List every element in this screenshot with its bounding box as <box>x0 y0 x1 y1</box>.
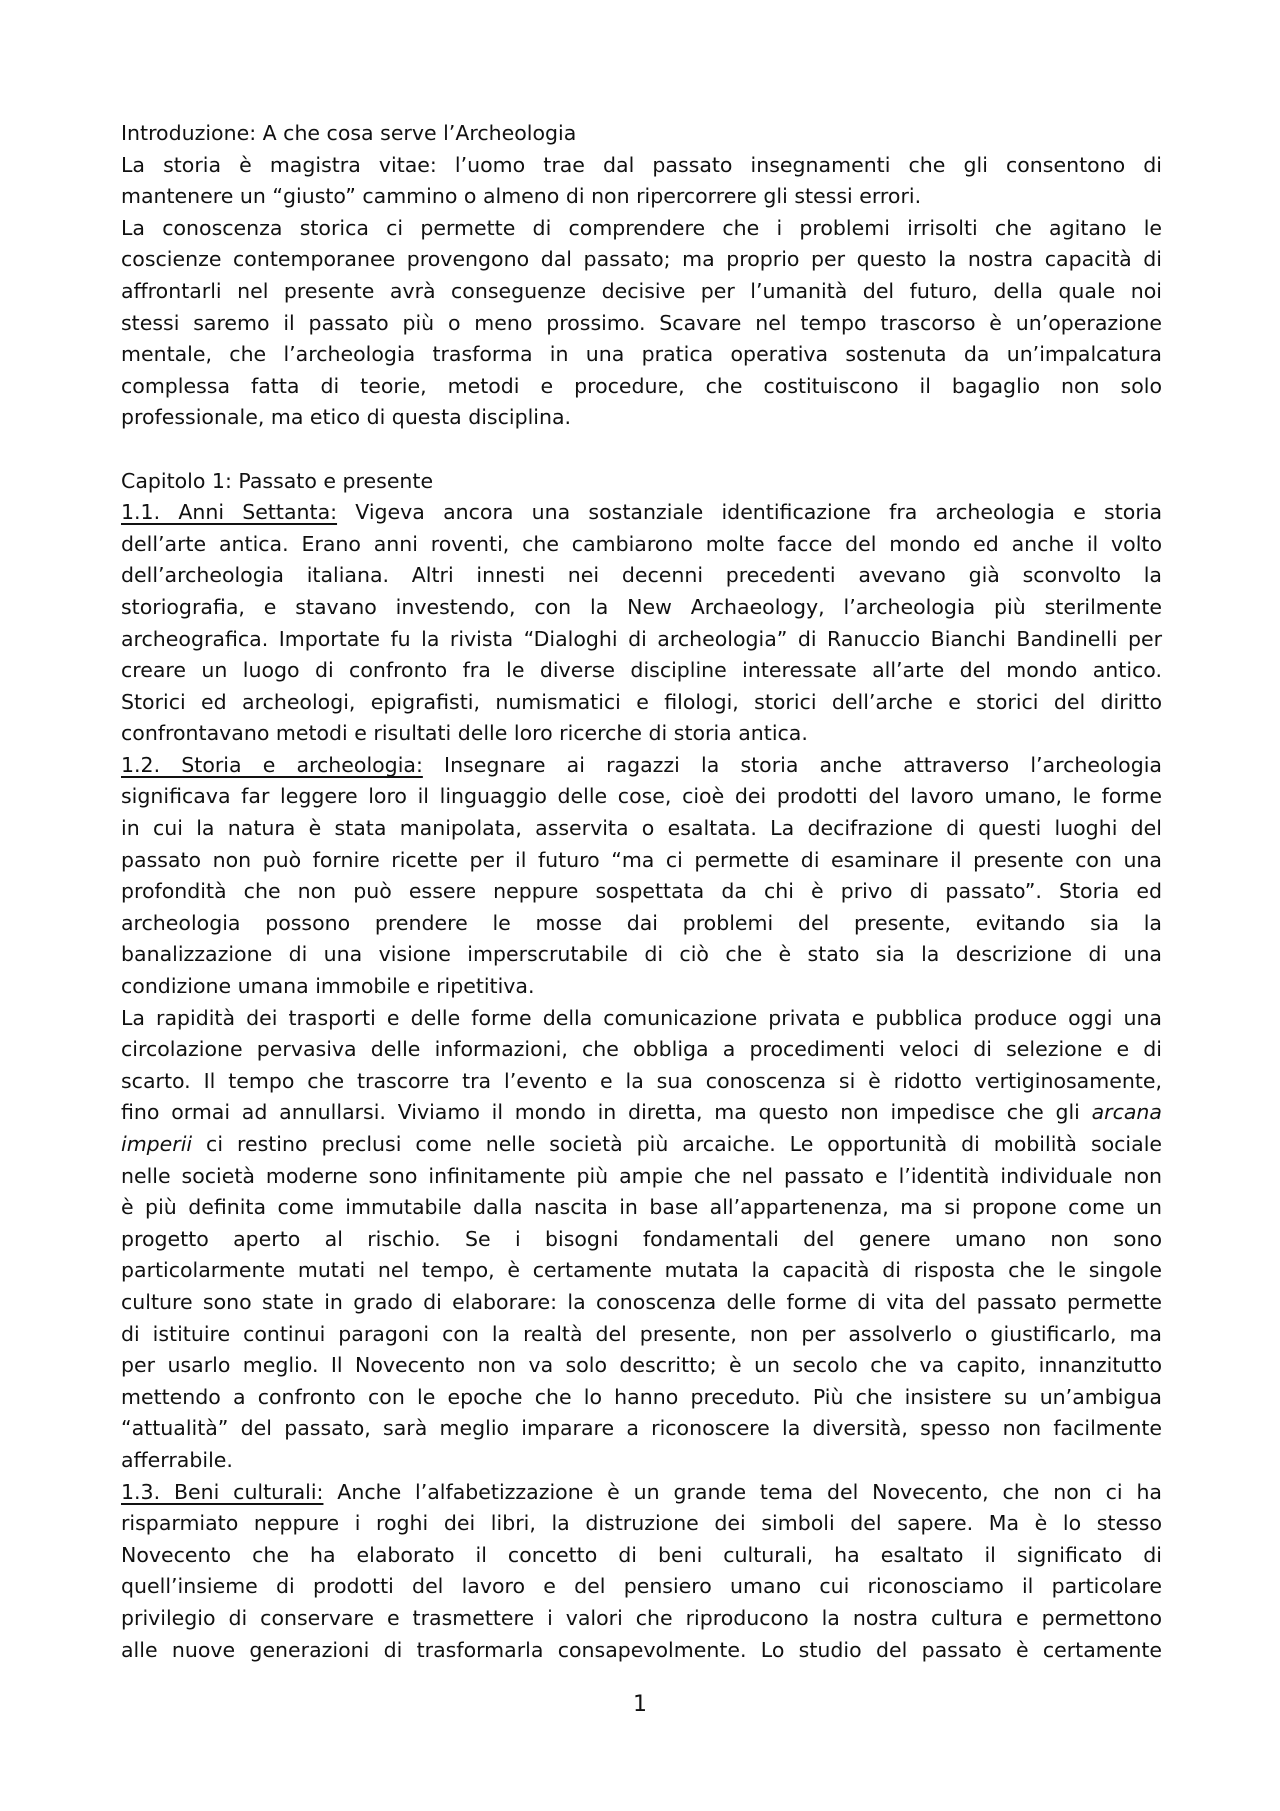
page-number: 1 <box>633 1692 647 1717</box>
text-line: afferrabile. <box>121 1447 233 1472</box>
text-line: Storici ed archeologi, epigrafisti, numismatici e filologi, storici dell’arche e storici del diritto <box>121 689 1162 714</box>
text-line: nelle società moderne sono infinitamente più ampie che nel passato e l’identità individuale non <box>121 1163 1162 1188</box>
text-line <box>121 1097 1162 1129</box>
text-line: archeografica. Importate fu la rivista “Dialoghi di archeologia” di Ranuccio Bianchi Bandinelli per <box>121 626 1162 651</box>
section-1-3 <box>121 1477 1162 1667</box>
text-line: creare un luogo di confronto fra le diverse discipline interessate all’arte del mondo antico. <box>121 658 1162 683</box>
text-line: condizione umana immobile e ripetitiva. <box>121 974 535 999</box>
paragraph-3 <box>121 1003 1162 1477</box>
text-line: mettendo a confronto con le epoche che lo hanno preceduto. Più che insistere su un’ambigua <box>121 1384 1162 1409</box>
text-line: banalizzazione di una visione imperscrutabile di ciò che è stato sia la descrizione di una <box>121 942 1162 967</box>
text-fragment: fino ormai ad annullarsi. Viviamo il mondo in diretta, ma questo non impedisce che gli <box>121 1100 1092 1125</box>
text-line: confrontavano metodi e risultati delle loro ricerche di storia antica. <box>121 721 808 746</box>
text-line: mantenere un “giusto” cammino o almeno di non ripercorrere gli stessi errori. <box>121 184 922 209</box>
text-line: dell’archeologia italiana. Altri innesti nei decenni precedenti avevano già sconvolto la <box>121 563 1162 588</box>
text-line: quell’insieme di prodotti del lavoro e del pensiero umano cui riconosciamo il particolare <box>121 1574 1162 1599</box>
text-line: archeologia possono prendere le mosse dai problemi del presente, evitando sia la <box>121 910 1162 935</box>
text-line: scarto. Il tempo che trascorre tra l’evento e la sua conoscenza si è ridotto vertiginosamente, <box>121 1068 1162 1093</box>
intro-paragraph-1 <box>121 150 1162 213</box>
section-label: 1.1. Anni Settanta: <box>121 500 338 525</box>
text-line: culture sono state in grado di elaborare: la conoscenza delle forme di vita del passato permette <box>121 1289 1162 1314</box>
text-fragment: ci restino preclusi come nelle società più arcaiche. Le opportunità di mobilità sociale <box>192 1132 1162 1156</box>
text-line: Novecento che ha elaborato il concetto di beni culturali, ha esaltato il significato di <box>121 1542 1162 1567</box>
text-line: “attualità” del passato, sarà meglio imparare a riconoscere la diversità, spesso non facilmente <box>121 1416 1162 1441</box>
text-line: di istituire continui paragoni con la realtà del presente, non per assolverlo o giustificarlo, ma <box>121 1321 1162 1346</box>
text-line: particolarmente mutati nel tempo, è certamente mutata la capacità di risposta che le singole <box>121 1258 1162 1283</box>
text-line: dell’arte antica. Erano anni roventi, che cambiarono molte facce del mondo ed anche il volto <box>121 531 1162 556</box>
intro-heading: Introduzione: A che cosa serve l’Archeologia <box>121 121 577 145</box>
text-line <box>121 750 1162 782</box>
text-line: stessi saremo il passato più o meno prossimo. Scavare nel tempo trascorso è un’operazione <box>121 310 1162 335</box>
text-fragment: Anche l’alfabetizzazione è un grande tema del Novecento, che non ci ha <box>323 1479 1162 1504</box>
text-fragment: Vigeva ancora una sostanziale identificazione fra archeologia e storia <box>337 500 1163 525</box>
text-line: progetto aperto al rischio. Se i bisogni fondamentali del genere umano non sono <box>121 1226 1162 1251</box>
text-line: La storia è magistra vitae: l’uomo trae dal passato insegnamenti che gli consentono di <box>121 152 1162 177</box>
italic-term: imperii <box>121 1132 193 1156</box>
section-1-1 <box>121 497 1162 750</box>
text-line <box>121 1129 1162 1161</box>
text-line: affrontarli nel presente avrà conseguenze decisive per l’umanità del futuro, della quale noi <box>121 278 1162 303</box>
section-label: 1.2. Storia e archeologia: <box>121 752 423 777</box>
text-line: La rapidità dei trasporti e delle forme della comunicazione privata e pubblica produce oggi una <box>121 1005 1162 1030</box>
text-line: significava far leggere loro il linguaggio delle cose, cioè dei prodotti del lavoro umano, le forme <box>121 784 1162 809</box>
section-label: 1.3. Beni culturali: <box>121 1479 324 1504</box>
text-line: in cui la natura è stata manipolata, asservita o esaltata. La decifrazione di questi luoghi del <box>121 816 1162 841</box>
text-line: professionale, ma etico di questa disciplina. <box>121 405 572 430</box>
text-line: circolazione pervasiva delle informazioni, che obbliga a procedimenti veloci di selezione e di <box>121 1037 1162 1062</box>
text-line <box>121 497 1162 529</box>
text-line: storiografia, e stavano investendo, con la New Archaeology, l’archeologia più sterilmente <box>121 594 1162 619</box>
text-line: risparmiato neppure i roghi dei libri, la distruzione dei simboli del sapere. Ma è lo stesso <box>121 1511 1162 1536</box>
text-line: privilegio di conservare e trasmettere i valori che riproducono la nostra cultura e permettono <box>121 1605 1162 1630</box>
text-line: mentale, che l’archeologia trasforma in una pratica operativa sostenuta da un’impalcatura <box>121 342 1162 367</box>
italic-term: arcana <box>1091 1100 1162 1125</box>
section-1-2 <box>121 750 1162 1003</box>
text-line: coscienze contemporanee provengono dal passato; ma proprio per questo la nostra capacità di <box>121 247 1162 272</box>
document-page <box>121 118 1162 1666</box>
intro-paragraph-2 <box>121 213 1162 434</box>
text-line: La conoscenza storica ci permette di comprendere che i problemi irrisolti che agitano le <box>121 215 1162 240</box>
text-line: complessa fatta di teorie, metodi e procedure, che costituiscono il bagaglio non solo <box>121 373 1162 398</box>
text-line: passato non può fornire ricette per il futuro “ma ci permette di esaminare il presente con una <box>121 847 1162 872</box>
chapter-heading: Capitolo 1: Passato e presente <box>121 468 434 493</box>
text-line: è più definita come immutabile dalla nascita in base all’appartenenza, ma si propone come un <box>121 1195 1162 1220</box>
text-fragment: Insegnare ai ragazzi la storia anche attraverso l’archeologia <box>422 752 1162 777</box>
blank-line <box>121 434 1162 466</box>
text-line: alle nuove generazioni di trasformarla consapevolmente. Lo studio del passato è certamente <box>121 1637 1162 1662</box>
text-line: profondità che non può essere neppure sospettata da chi è privo di passato”. Storia ed <box>121 879 1162 904</box>
text-line <box>121 1477 1162 1509</box>
text-line: per usarlo meglio. Il Novecento non va solo descritto; è un secolo che va capito, innanzitutto <box>121 1353 1162 1378</box>
